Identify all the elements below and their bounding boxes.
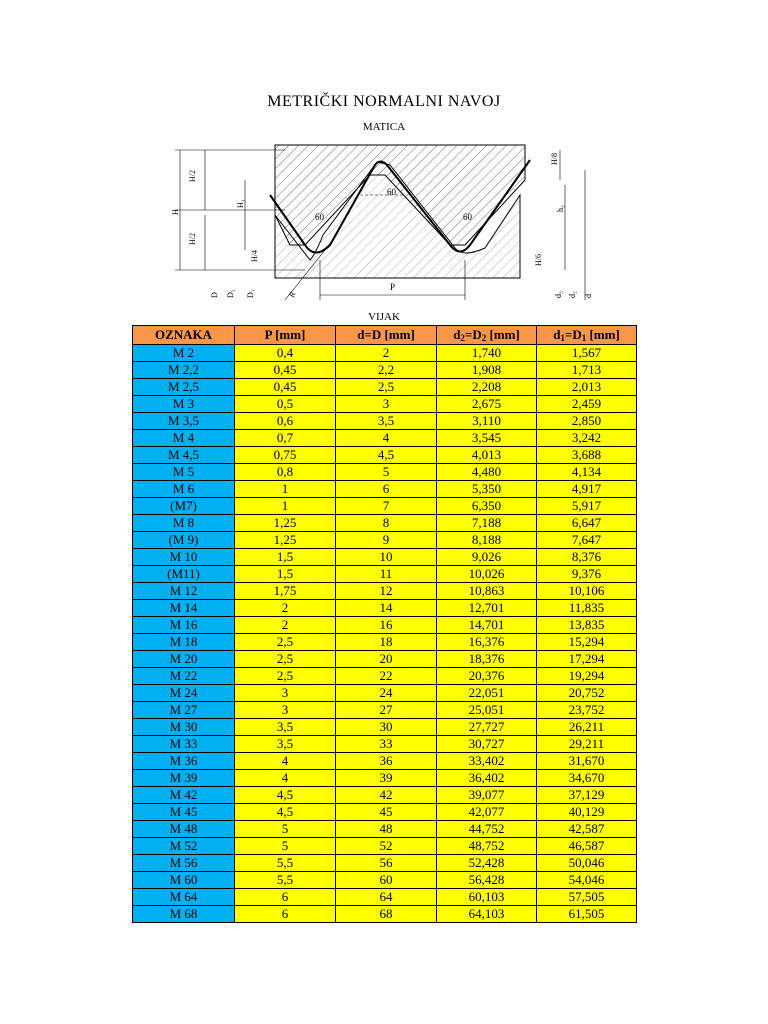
col-header: $d_2=D_2$ [mm] [437, 326, 537, 345]
table-cell: 22 [336, 668, 437, 685]
table-cell: 1,75 [235, 583, 336, 600]
thread-designation-cell: M 39 [133, 770, 235, 787]
thread-designation-cell: M 8 [133, 515, 235, 532]
table-cell: 3,5 [235, 736, 336, 753]
table-cell: 39,077 [437, 787, 537, 804]
dim-label: H/2 [188, 233, 197, 245]
table-cell: 2,459 [537, 396, 637, 413]
table-cell: 8,376 [537, 549, 637, 566]
table-cell: 17,294 [537, 651, 637, 668]
table-cell: 20,376 [437, 668, 537, 685]
thread-table [132, 325, 637, 923]
table-cell: 48,752 [437, 838, 537, 855]
table-cell: 18,376 [437, 651, 537, 668]
table-cell: 20 [336, 651, 437, 668]
table-row [133, 362, 637, 379]
table-cell: 3,5 [235, 719, 336, 736]
table-cell: 5 [235, 838, 336, 855]
table-cell: 4,5 [235, 804, 336, 821]
dim-label: H/2 [188, 170, 197, 182]
thread-designation-cell: M 5 [133, 464, 235, 481]
thread-designation-cell: M 10 [133, 549, 235, 566]
dim-label: H/4 [250, 250, 259, 262]
table-row [133, 719, 637, 736]
table-cell: 52,428 [437, 855, 537, 872]
table-cell: 48 [336, 821, 437, 838]
thread-designation-cell: M 3,5 [133, 413, 235, 430]
dim-label: R [286, 289, 298, 299]
table-row [133, 906, 637, 923]
table-cell: 14,701 [437, 617, 537, 634]
table-cell: 25,051 [437, 702, 537, 719]
table-cell: 5,5 [235, 855, 336, 872]
bolt-label: VIJAK [368, 311, 400, 323]
table-cell: 0,5 [235, 396, 336, 413]
thread-designation-cell: (M11) [133, 566, 235, 583]
table-cell: 68 [336, 906, 437, 923]
table-row [133, 447, 637, 464]
table-cell: 13,835 [537, 617, 637, 634]
table-row [133, 532, 637, 549]
table-cell: 0,6 [235, 413, 336, 430]
table-cell: 10,026 [437, 566, 537, 583]
thread-designation-cell: M 64 [133, 889, 235, 906]
table-row [133, 855, 637, 872]
thread-designation-cell: M 14 [133, 600, 235, 617]
table-cell: 60,103 [437, 889, 537, 906]
table-row [133, 685, 637, 702]
thread-designation-cell: M 20 [133, 651, 235, 668]
table-cell: 9,026 [437, 549, 537, 566]
table-cell: 30 [336, 719, 437, 736]
thread-designation-cell: (M 9) [133, 532, 235, 549]
table-cell: 2,013 [537, 379, 637, 396]
angle-label: 60 [315, 212, 324, 222]
col-header: P [mm] [235, 326, 336, 345]
table-header-row [133, 326, 637, 345]
table-cell: 29,211 [537, 736, 637, 753]
table-row [133, 838, 637, 855]
table-cell: 0,4 [235, 345, 336, 362]
table-cell: 6 [235, 889, 336, 906]
table-cell: 24 [336, 685, 437, 702]
table-row [133, 464, 637, 481]
table-cell: 8 [336, 515, 437, 532]
table-cell: 0,45 [235, 362, 336, 379]
table-row [133, 379, 637, 396]
table-cell: 2,5 [235, 634, 336, 651]
thread-designation-cell: M 27 [133, 702, 235, 719]
dim-label: H₁ [236, 199, 245, 208]
table-cell: 33,402 [437, 753, 537, 770]
dim-label: D [210, 292, 219, 298]
thread-designation-cell: M 33 [133, 736, 235, 753]
table-cell: 3,110 [437, 413, 537, 430]
table-cell: 42,587 [537, 821, 637, 838]
table-cell: 4 [235, 753, 336, 770]
thread-designation-cell: M 16 [133, 617, 235, 634]
thread-designation-cell: M 30 [133, 719, 235, 736]
table-cell: 16,376 [437, 634, 537, 651]
table-cell: 1,25 [235, 532, 336, 549]
table-row [133, 736, 637, 753]
table-row [133, 872, 637, 889]
table-cell: 45 [336, 804, 437, 821]
table-row [133, 702, 637, 719]
table-cell: 15,294 [537, 634, 637, 651]
dim-label: h₃ [556, 205, 565, 212]
table-cell: 2,5 [235, 668, 336, 685]
col-header: $d_1=D_1$ [mm] [537, 326, 637, 345]
table-cell: 4,5 [336, 447, 437, 464]
table-cell: 36 [336, 753, 437, 770]
table-cell: 50,046 [537, 855, 637, 872]
table-row [133, 770, 637, 787]
table-cell: 0,75 [235, 447, 336, 464]
table-cell: 3,545 [437, 430, 537, 447]
table-row [133, 668, 637, 685]
table-cell: 5,350 [437, 481, 537, 498]
table-row [133, 430, 637, 447]
table-cell: 3 [336, 396, 437, 413]
table-cell: 11 [336, 566, 437, 583]
table-row [133, 804, 637, 821]
angle-label: 60 [387, 187, 396, 197]
table-cell: 56 [336, 855, 437, 872]
table-cell: 46,587 [537, 838, 637, 855]
table-cell: 7,647 [537, 532, 637, 549]
table-cell: 7 [336, 498, 437, 515]
table-cell: 64 [336, 889, 437, 906]
table-cell: 5 [336, 464, 437, 481]
table-cell: 3,242 [537, 430, 637, 447]
thread-designation-cell: M 68 [133, 906, 235, 923]
table-cell: 22,051 [437, 685, 537, 702]
table-cell: 2 [235, 617, 336, 634]
table-cell: 60 [336, 872, 437, 889]
table-cell: 33 [336, 736, 437, 753]
table-row [133, 651, 637, 668]
dim-label: H [171, 209, 180, 215]
table-cell: 1,567 [537, 345, 637, 362]
table-cell: 5 [235, 821, 336, 838]
thread-designation-cell: M 42 [133, 787, 235, 804]
thread-designation-cell: M 24 [133, 685, 235, 702]
thread-designation-cell: M 2,2 [133, 362, 235, 379]
table-cell: 4 [235, 770, 336, 787]
table-cell: 2,5 [235, 651, 336, 668]
table-cell: 26,211 [537, 719, 637, 736]
table-cell: 64,103 [437, 906, 537, 923]
table-cell: 9,376 [537, 566, 637, 583]
table-cell: 1,908 [437, 362, 537, 379]
table-cell: 19,294 [537, 668, 637, 685]
table-cell: 42,077 [437, 804, 537, 821]
table-row [133, 396, 637, 413]
thread-designation-cell: M 22 [133, 668, 235, 685]
table-cell: 7,188 [437, 515, 537, 532]
table-cell: 6,350 [437, 498, 537, 515]
table-row [133, 515, 637, 532]
table-cell: 20,752 [537, 685, 637, 702]
thread-designation-cell: M 2 [133, 345, 235, 362]
table-cell: 5,5 [235, 872, 336, 889]
table-cell: 4,013 [437, 447, 537, 464]
nut-label: MATICA [362, 121, 406, 133]
thread-designation-cell: M 45 [133, 804, 235, 821]
table-cell: 2,208 [437, 379, 537, 396]
table-cell: 4 [336, 430, 437, 447]
table-cell: 10 [336, 549, 437, 566]
table-cell: 14 [336, 600, 437, 617]
table-cell: 23,752 [537, 702, 637, 719]
table-cell: 6 [336, 481, 437, 498]
dim-label: H/8 [550, 153, 559, 165]
thread-designation-cell: M 12 [133, 583, 235, 600]
thread-designation-cell: M 4 [133, 430, 235, 447]
table-cell: 6,647 [537, 515, 637, 532]
table-cell: 4,5 [235, 787, 336, 804]
thread-designation-cell: M 36 [133, 753, 235, 770]
thread-profile-diagram [165, 140, 605, 305]
table-cell: 1,5 [235, 549, 336, 566]
table-cell: 1,25 [235, 515, 336, 532]
table-cell: 18 [336, 634, 437, 651]
table-cell: 2,850 [537, 413, 637, 430]
table-cell: 12,701 [437, 600, 537, 617]
table-row [133, 753, 637, 770]
dim-label: D₁ [246, 289, 255, 298]
table-cell: 56,428 [437, 872, 537, 889]
table-cell: 1 [235, 498, 336, 515]
table-row [133, 481, 637, 498]
table-cell: 3,5 [336, 413, 437, 430]
thread-designation-cell: M 18 [133, 634, 235, 651]
thread-designation-cell: M 3 [133, 396, 235, 413]
table-cell: 3 [235, 702, 336, 719]
table-cell: 39 [336, 770, 437, 787]
table-row [133, 498, 637, 515]
dim-label: P [390, 282, 396, 292]
table-cell: 0,45 [235, 379, 336, 396]
thread-designation-cell: M 48 [133, 821, 235, 838]
table-cell: 4,480 [437, 464, 537, 481]
table-cell: 2 [235, 600, 336, 617]
table-row [133, 821, 637, 838]
thread-designation-cell: M 4,5 [133, 447, 235, 464]
dim-label: D₂ [226, 289, 235, 298]
table-cell: 10,863 [437, 583, 537, 600]
col-header: d=D [mm] [336, 326, 437, 345]
table-row [133, 600, 637, 617]
table-cell: 57,505 [537, 889, 637, 906]
table-cell: 16 [336, 617, 437, 634]
table-cell: 0,7 [235, 430, 336, 447]
table-body [133, 345, 637, 923]
table-cell: 44,752 [437, 821, 537, 838]
table-row [133, 549, 637, 566]
table-cell: 3 [235, 685, 336, 702]
table-cell: 34,670 [537, 770, 637, 787]
table-cell: 52 [336, 838, 437, 855]
dim-label: d₂ [568, 291, 577, 298]
table-cell: 0,8 [235, 464, 336, 481]
table-cell: 2,5 [336, 379, 437, 396]
table-cell: 54,046 [537, 872, 637, 889]
table-row [133, 345, 637, 362]
table-cell: 40,129 [537, 804, 637, 821]
table-cell: 10,106 [537, 583, 637, 600]
table-cell: 1,740 [437, 345, 537, 362]
table-cell: 3,688 [537, 447, 637, 464]
thread-designation-cell: (M7) [133, 498, 235, 515]
table-row [133, 583, 637, 600]
thread-designation-cell: M 56 [133, 855, 235, 872]
thread-designation-cell: M 60 [133, 872, 235, 889]
table-cell: 31,670 [537, 753, 637, 770]
table-cell: 37,129 [537, 787, 637, 804]
col-header: OZNAKA [133, 326, 235, 345]
table-row [133, 889, 637, 906]
table-cell: 12 [336, 583, 437, 600]
table-cell: 1,5 [235, 566, 336, 583]
table-row [133, 413, 637, 430]
thread-designation-cell: M 2,5 [133, 379, 235, 396]
table-cell: 27 [336, 702, 437, 719]
table-cell: 27,727 [437, 719, 537, 736]
thread-designation-cell: M 52 [133, 838, 235, 855]
table-cell: 1 [235, 481, 336, 498]
table-cell: 2 [336, 345, 437, 362]
table-cell: 61,505 [537, 906, 637, 923]
angle-label: 60 [463, 212, 472, 222]
table-cell: 4,134 [537, 464, 637, 481]
table-cell: 2,675 [437, 396, 537, 413]
table-cell: 8,188 [437, 532, 537, 549]
dim-label: d₃ [554, 291, 563, 298]
table-cell: 9 [336, 532, 437, 549]
dim-label: d [584, 294, 593, 298]
table-cell: 36,402 [437, 770, 537, 787]
table-cell: 11,835 [537, 600, 637, 617]
table-cell: 1,713 [537, 362, 637, 379]
table-cell: 6 [235, 906, 336, 923]
dim-label: H/6 [534, 254, 543, 266]
page-title: METRIČKI NORMALNI NAVOJ [267, 93, 501, 110]
table-cell: 5,917 [537, 498, 637, 515]
thread-designation-cell: M 6 [133, 481, 235, 498]
table-row [133, 634, 637, 651]
table-cell: 2,2 [336, 362, 437, 379]
table-row [133, 617, 637, 634]
table-row [133, 787, 637, 804]
table-cell: 42 [336, 787, 437, 804]
table-cell: 4,917 [537, 481, 637, 498]
table-cell: 30,727 [437, 736, 537, 753]
table-row [133, 566, 637, 583]
